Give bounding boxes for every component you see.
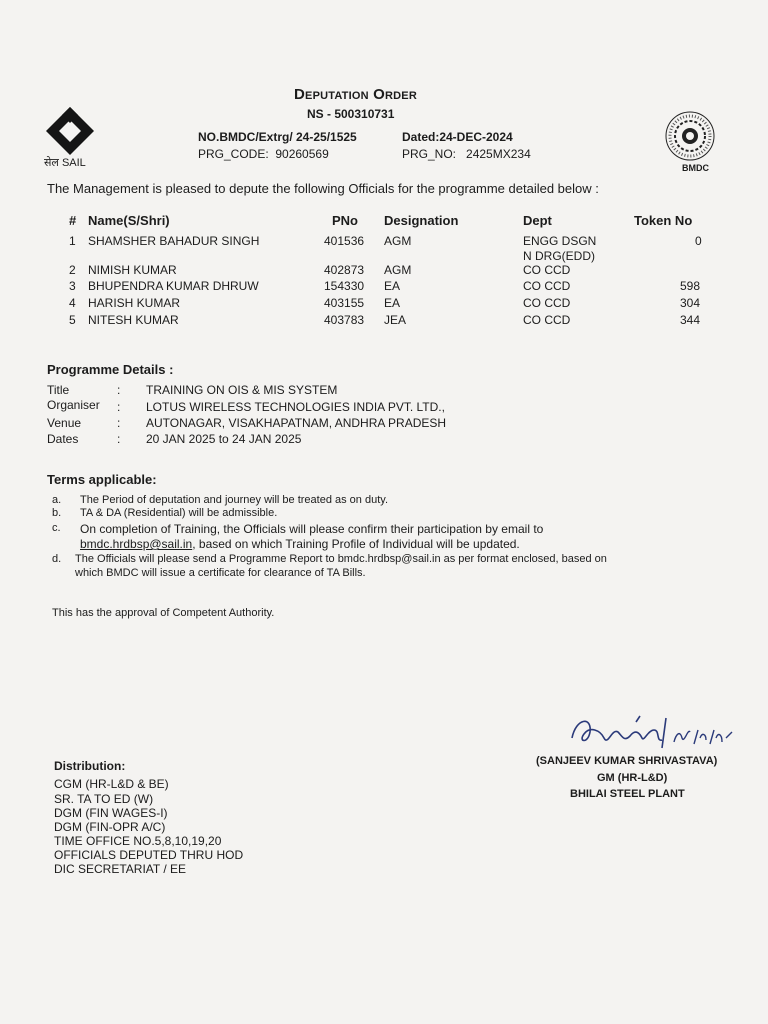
row-token: 0	[695, 234, 702, 248]
col-header-token: Token No	[634, 213, 693, 228]
programme-label: Venue	[47, 416, 82, 430]
col-header-dept: Dept	[523, 213, 552, 228]
programme-value: 20 JAN 2025 to 24 JAN 2025	[146, 432, 302, 446]
term-text: The Period of deputation and journey will be treated as on duty.	[80, 494, 388, 506]
logo-caption: सेल SAIL	[44, 157, 86, 169]
row-designation: EA	[384, 296, 401, 310]
programme-colon: :	[117, 400, 121, 414]
programme-label: Organiser	[47, 398, 100, 412]
row-pno: 154330	[324, 279, 365, 293]
row-dept: ENGG DSGN	[523, 234, 597, 248]
term-text-cont: bmdc.hrdbsp@sail.in, based on which Training Profile of Individual will be updated.	[80, 537, 520, 551]
row-no: 2	[69, 263, 76, 277]
col-header-pno: PNo	[332, 213, 358, 228]
distribution-item: DIC SECRETARIAT / EE	[54, 862, 187, 876]
signatory-designation: GM (HR-L&D)	[597, 772, 668, 784]
programme-number: PRG_NO: 2425MX234	[402, 147, 531, 161]
seal-label: BMDC	[682, 163, 709, 173]
term-text: TA & DA (Residential) will be admissible.	[80, 507, 278, 519]
row-no: 4	[69, 296, 76, 310]
col-header-designation: Designation	[384, 213, 459, 228]
row-pno: 403783	[324, 313, 365, 327]
signature-mark	[566, 708, 746, 758]
row-name: NIMISH KUMAR	[88, 263, 177, 277]
terms-heading: Terms applicable:	[47, 472, 157, 487]
programme-heading: Programme Details :	[47, 362, 174, 377]
row-name: SHAMSHER BAHADUR SINGH	[88, 234, 260, 248]
distribution-item: OFFICIALS DEPUTED THRU HOD	[54, 848, 244, 862]
row-dept: CO CCD	[523, 279, 571, 293]
distribution-item: TIME OFFICE NO.5,8,10,19,20	[54, 834, 222, 848]
order-date: Dated:24-DEC-2024	[402, 130, 513, 144]
row-pno: 401536	[324, 234, 365, 248]
col-header-name: Name(S/Shri)	[88, 213, 170, 228]
term-letter: c.	[52, 522, 61, 534]
row-dept-cont: N DRG(EDD)	[523, 249, 595, 263]
bmdc-seal-icon	[664, 110, 716, 162]
row-designation: AGM	[384, 234, 412, 248]
term-letter: d.	[52, 553, 62, 565]
row-dept: CO CCD	[523, 263, 571, 277]
distribution-item: SR. TA TO ED (W)	[54, 792, 154, 806]
row-designation: JEA	[384, 313, 407, 327]
signatory-organisation: BHILAI STEEL PLANT	[570, 788, 685, 800]
row-no: 1	[69, 234, 76, 248]
distribution-item: CGM (HR-L&D & BE)	[54, 777, 169, 791]
email-link[interactable]: bmdc.hrdbsp@sail.in	[80, 537, 193, 551]
programme-label: Title	[47, 383, 70, 397]
row-name: BHUPENDRA KUMAR DHRUW	[88, 279, 259, 293]
programme-value: TRAINING ON OIS & MIS SYSTEM	[146, 383, 338, 397]
term-letter: b.	[52, 507, 62, 519]
term-text: The Officials will please send a Programme Report to bmdc.hrdbsp@sail.in as per format enclosed, based on	[75, 553, 607, 565]
row-token: 304	[680, 296, 701, 310]
ns-number: NS - 500310731	[307, 107, 395, 121]
term-text: On completion of Training, the Officials will please confirm their participation by email to	[80, 522, 544, 536]
distribution-heading: Distribution:	[54, 759, 126, 773]
term-letter: a.	[52, 494, 62, 506]
row-name: NITESH KUMAR	[88, 313, 179, 327]
row-dept: CO CCD	[523, 313, 571, 327]
row-name: HARISH KUMAR	[88, 296, 181, 310]
approval-note: This has the approval of Competent Authority.	[52, 607, 275, 619]
row-pno: 402873	[324, 263, 365, 277]
document-title: Deputation Order	[294, 86, 417, 103]
programme-colon: :	[117, 416, 121, 430]
distribution-item: DGM (FIN-OPR A/C)	[54, 820, 166, 834]
row-token: 344	[680, 313, 701, 327]
programme-colon: :	[117, 383, 121, 397]
row-token: 598	[680, 279, 701, 293]
row-pno: 403155	[324, 296, 365, 310]
programme-colon: :	[117, 432, 121, 446]
row-dept: CO CCD	[523, 296, 571, 310]
reference-number: NO.BMDC/Extrg/ 24-25/1525	[198, 130, 357, 144]
distribution-item: DGM (FIN WAGES-I)	[54, 806, 168, 820]
programme-code: PRG_CODE: 90260569	[198, 147, 329, 161]
row-no: 5	[69, 313, 76, 327]
programme-label: Dates	[47, 432, 79, 446]
signatory-name: (SANJEEV KUMAR SHRIVASTAVA)	[536, 755, 718, 767]
programme-value: LOTUS WIRELESS TECHNOLOGIES INDIA PVT. LTD.,	[146, 400, 445, 414]
row-no: 3	[69, 279, 76, 293]
term-text-cont: which BMDC will issue a certificate for clearance of TA Bills.	[75, 567, 366, 579]
intro-text: The Management is pleased to depute the following Officials for the programme detailed below :	[47, 181, 599, 196]
programme-value: AUTONAGAR, VISAKHAPATNAM, ANDHRA PRADESH	[146, 416, 447, 430]
row-designation: AGM	[384, 263, 412, 277]
col-header-no: #	[69, 213, 77, 228]
row-designation: EA	[384, 279, 401, 293]
